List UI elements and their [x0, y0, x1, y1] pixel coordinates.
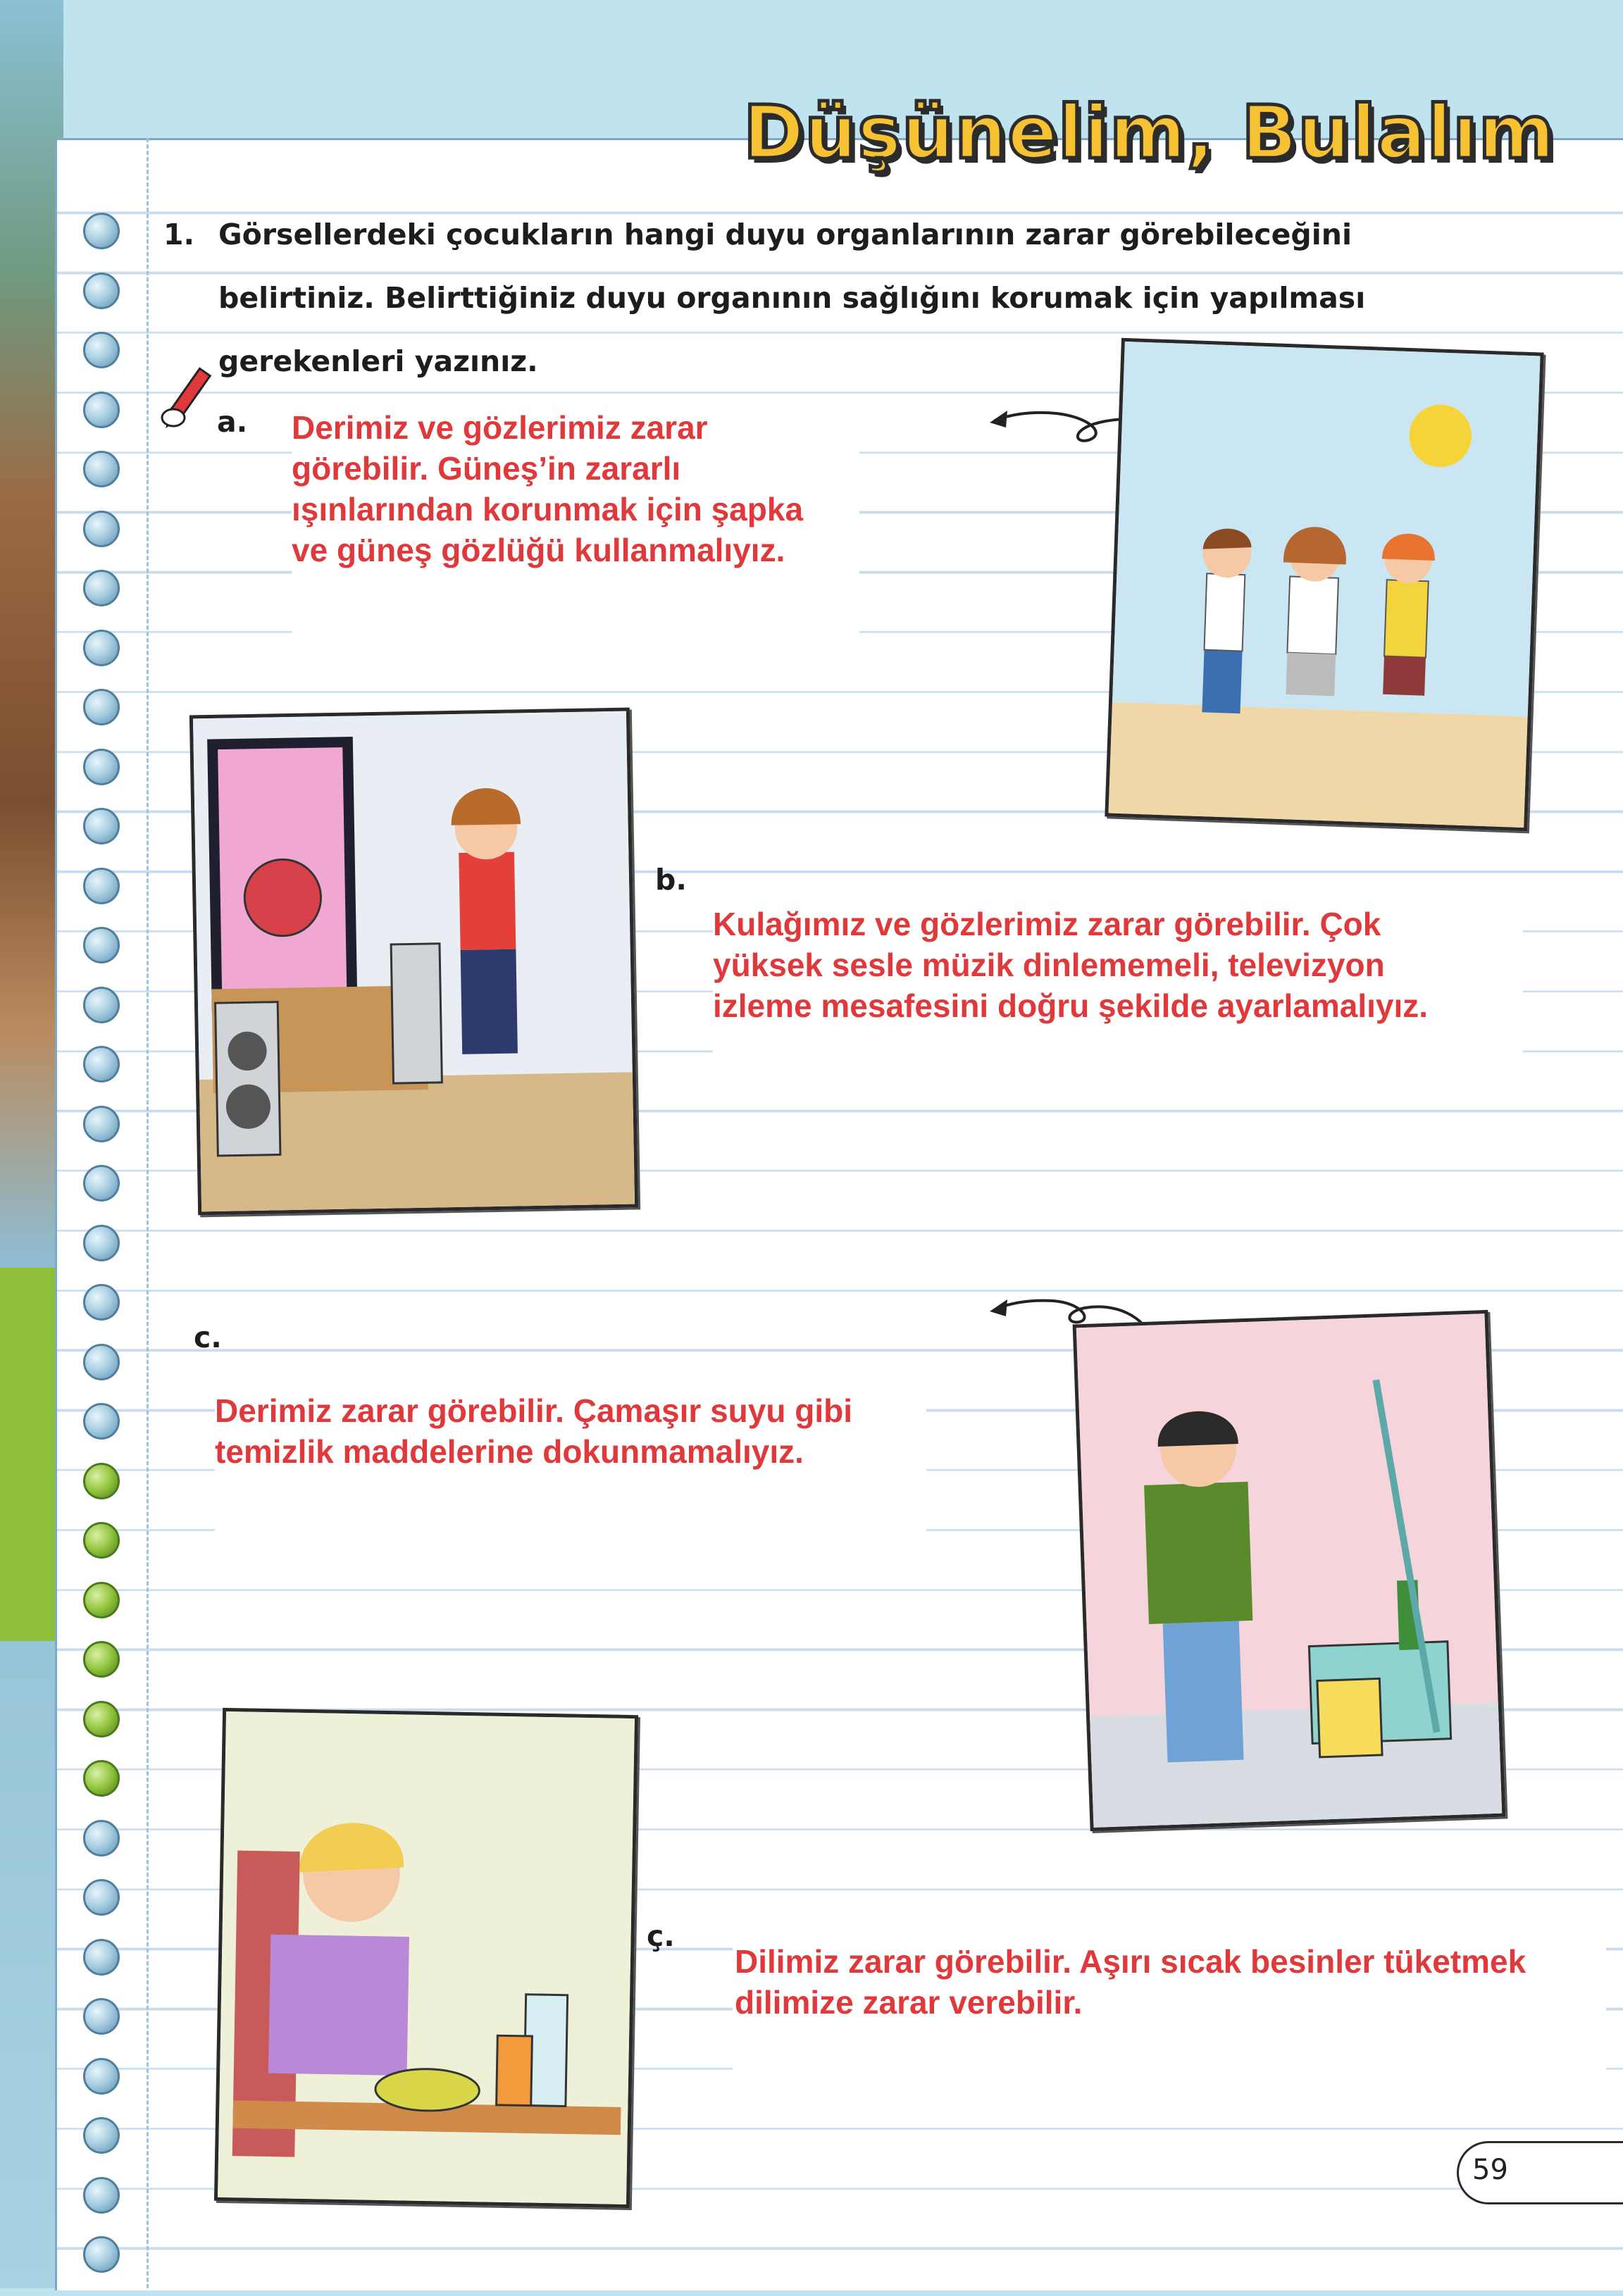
- illustration-boy-cleaning-products: [1073, 1310, 1506, 1831]
- answer-a: [292, 407, 803, 570]
- binder-hole: [83, 1760, 120, 1797]
- left-photo-strip: [0, 0, 63, 2288]
- binder-hole: [83, 570, 120, 606]
- binder-hole: [83, 1106, 120, 1142]
- binder-hole: [83, 868, 120, 904]
- binder-hole: [83, 2058, 120, 2095]
- answer-line: temizlik maddelerine dokunmamalıyız.: [215, 1433, 804, 1470]
- question-line: belirtiniz. Belirttiğiniz duyu organının sağlığını korumak için yapılması: [218, 281, 1366, 315]
- margin-line: [147, 138, 149, 2288]
- binder-hole: [83, 927, 120, 963]
- binder-hole: [83, 1463, 120, 1499]
- binder-hole: [83, 1820, 120, 1857]
- binder-hole: [83, 630, 120, 666]
- binder-hole: [83, 1939, 120, 1976]
- binder-hole: [83, 1344, 120, 1380]
- binder-hole: [83, 689, 120, 725]
- item-label-c: c.: [194, 1321, 222, 1354]
- answer-line: Kulağımız ve gözlerimiz zarar görebilir. Çok: [713, 906, 1381, 942]
- pencil-icon: [147, 363, 224, 440]
- binder-hole: [83, 2117, 120, 2154]
- binder-hole: [83, 2177, 120, 2214]
- item-label-d: ç.: [647, 1919, 675, 1953]
- answer-line: Derimiz zarar görebilir. Çamaşır suyu gibi: [215, 1392, 852, 1429]
- binder-hole: [83, 332, 120, 368]
- binder-hole: [83, 1284, 120, 1321]
- item-label-a: a.: [217, 405, 248, 439]
- answer-d: [735, 1941, 1526, 2023]
- answer-line: dilimize zarar verebilir.: [735, 1984, 1083, 2021]
- binder-hole: [83, 749, 120, 785]
- binder-hole: [83, 1998, 120, 2035]
- item-label-b: b.: [655, 863, 687, 897]
- binder-hole: [83, 2236, 120, 2273]
- binder-hole: [83, 987, 120, 1023]
- answer-line: izleme mesafesini doğru şekilde ayarlamalıyız.: [713, 987, 1429, 1024]
- answer-line: yüksek sesle müzik dinlememeli, televizyon: [713, 947, 1385, 983]
- illustration-boy-dancing: [189, 708, 638, 1216]
- binder-hole: [83, 451, 120, 487]
- answer-line: ışınlarından korunmak için şapka: [292, 491, 804, 528]
- question-number: 1.: [163, 218, 195, 251]
- green-section-tab: [0, 1268, 63, 1641]
- binder-hole: [83, 1701, 120, 1737]
- answer-line: görebilir. Güneş’in zararlı: [292, 450, 681, 487]
- binder-hole: [83, 1046, 120, 1083]
- binder-hole: [83, 1879, 120, 1916]
- page-title: Düşünelim, Bulalım: [743, 89, 1556, 175]
- question-line: gerekenleri yazınız.: [218, 344, 538, 378]
- binder-hole: [83, 392, 120, 428]
- answer-c: [215, 1390, 852, 1472]
- answer-line: ve güneş gözlüğü kullanmalıyız.: [292, 532, 785, 568]
- binder-hole: [83, 511, 120, 547]
- binder-hole: [83, 1403, 120, 1440]
- binder-hole: [83, 808, 120, 844]
- binder-hole: [83, 1522, 120, 1559]
- binder-hole: [83, 1582, 120, 1618]
- binder-hole: [83, 273, 120, 309]
- illustration-children-sun: [1105, 338, 1543, 832]
- binder-hole: [83, 1225, 120, 1261]
- answer-line: Derimiz ve gözlerimiz zarar: [292, 409, 708, 446]
- binder-hole: [83, 213, 120, 249]
- answer-b: [713, 904, 1428, 1026]
- binder-hole: [83, 1641, 120, 1678]
- page-number: 59: [1472, 2154, 1508, 2186]
- binder-holes: [83, 213, 128, 2296]
- answer-line: Dilimiz zarar görebilir. Aşırı sıcak besinler tüketmek: [735, 1943, 1526, 1980]
- question-line: Görsellerdeki çocukların hangi duyu organlarının zarar görebileceğini: [218, 218, 1352, 251]
- illustration-girl-hot-soup: [214, 1708, 638, 2208]
- binder-hole: [83, 1165, 120, 1202]
